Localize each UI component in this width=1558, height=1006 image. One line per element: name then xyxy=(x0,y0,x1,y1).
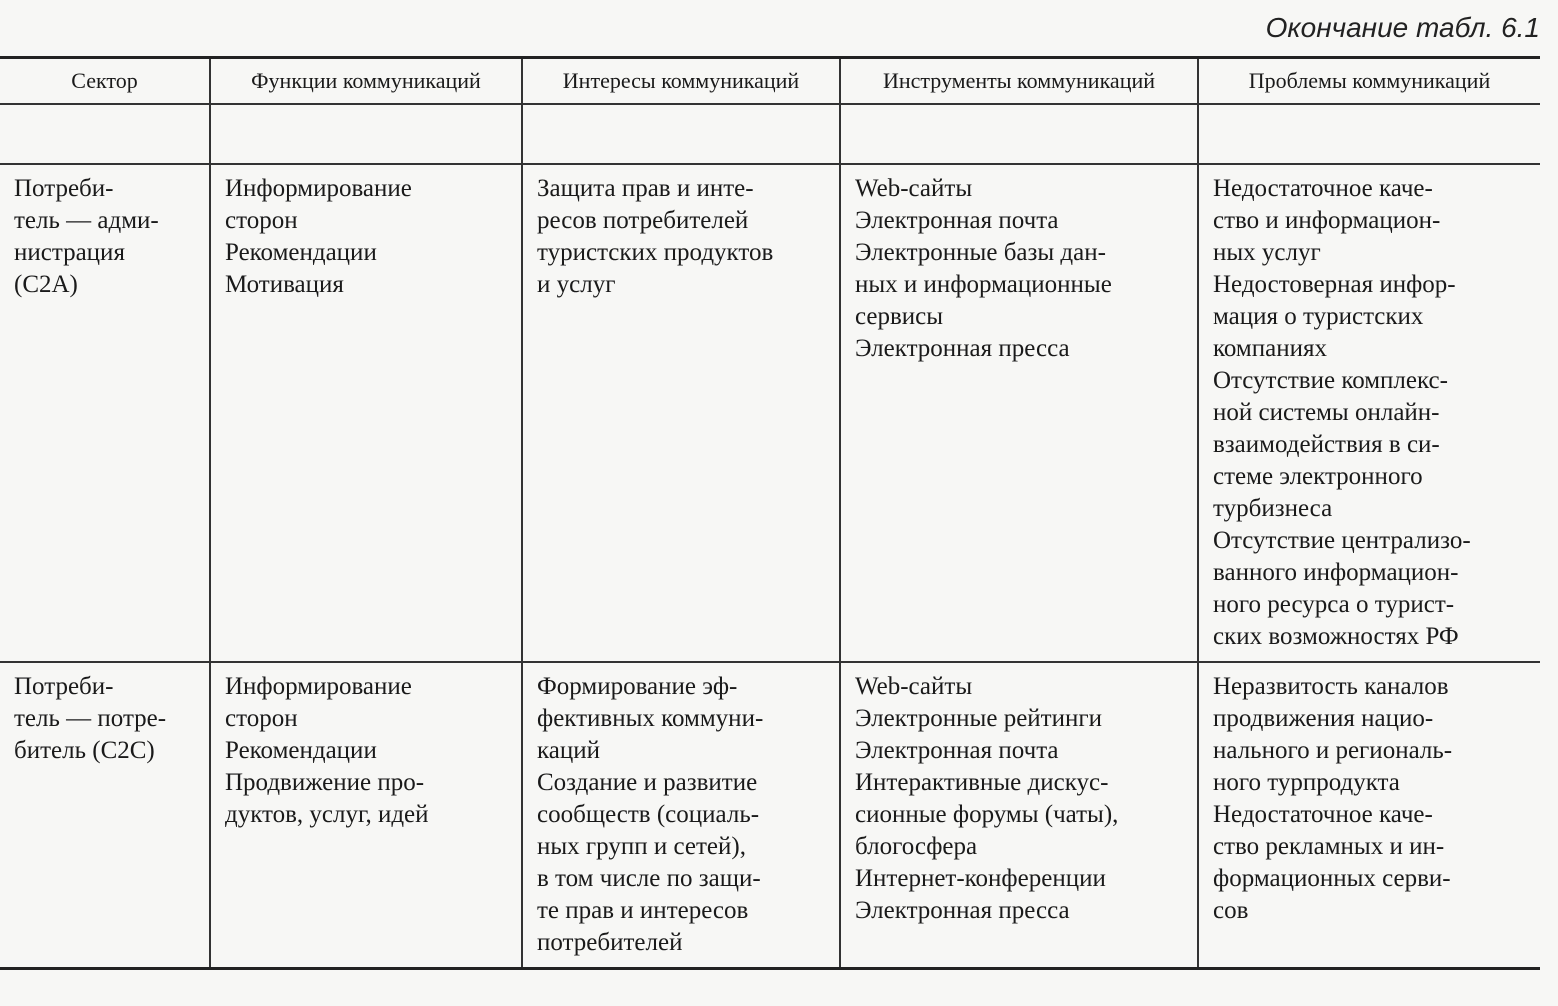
interests-cell xyxy=(522,164,840,662)
cell-line: стеме электронного xyxy=(1213,463,1423,490)
tools-cell xyxy=(840,164,1198,662)
cell-line: взаимодействия в си- xyxy=(1213,431,1440,458)
cell-line: ских возможностях РФ xyxy=(1213,623,1459,650)
functions-cell xyxy=(210,164,522,662)
table-header-row xyxy=(0,58,1540,105)
header-functions: Функции коммуникаций xyxy=(210,58,522,105)
spacer-cell xyxy=(1198,104,1540,164)
cell-line: турбизнеса xyxy=(1213,495,1333,522)
cell-line: компаниях xyxy=(1213,335,1327,362)
table-caption: Окончание табл. 6.1 xyxy=(1265,12,1540,43)
table-spacer-row xyxy=(0,104,1540,164)
tools-cell xyxy=(840,662,1198,969)
communications-table xyxy=(0,56,1540,970)
cell-line: Информирование xyxy=(225,673,412,700)
cell-line: Отсутствие комплекс- xyxy=(1213,367,1448,394)
cell-line: Формирование эф- xyxy=(537,673,738,700)
cell-line: ство и информацион- xyxy=(1213,207,1441,234)
cell-line: Интернет-конференции xyxy=(855,865,1106,892)
cell-line: Web-сайты xyxy=(855,175,973,202)
cell-line: (C2A) xyxy=(14,271,78,298)
cell-line: Недостаточное каче- xyxy=(1213,175,1433,202)
cell-line: нального и региональ- xyxy=(1213,737,1453,764)
cell-line: сионные форумы (чаты), xyxy=(855,801,1119,828)
cell-line: сторон xyxy=(225,207,298,234)
cell-line: потребителей xyxy=(537,929,683,956)
spacer-cell xyxy=(210,104,522,164)
cell-line: и услуг xyxy=(537,271,616,298)
cell-line: блогосфера xyxy=(855,833,978,860)
cell-line: нистрация xyxy=(14,239,125,266)
header-tools: Инструменты коммуникаций xyxy=(840,58,1198,105)
cell-line: ных групп и сетей), xyxy=(537,833,746,860)
cell-line: сервисы xyxy=(855,303,944,330)
spacer-cell xyxy=(522,104,840,164)
functions-cell xyxy=(210,662,522,969)
sector-cell xyxy=(0,662,210,969)
cell-line: Потреби- xyxy=(14,175,114,202)
cell-line: каций xyxy=(537,737,601,764)
problems-cell xyxy=(1198,164,1540,662)
cell-line: Электронная почта xyxy=(855,207,1059,234)
cell-line: туристских продуктов xyxy=(537,239,774,266)
table-row xyxy=(0,164,1540,662)
cell-line: фективных коммуни- xyxy=(537,705,764,732)
cell-line: ного ресурса о турист- xyxy=(1213,591,1455,618)
cell-line: сторон xyxy=(225,705,298,732)
cell-line: ных услуг xyxy=(1213,239,1321,266)
cell-line: тель — адми- xyxy=(14,207,159,234)
spacer-cell xyxy=(840,104,1198,164)
cell-line: сов xyxy=(1213,897,1249,924)
cell-line: ство рекламных и ин- xyxy=(1213,833,1445,860)
cell-line: ных и информационные xyxy=(855,271,1112,298)
header-problems: Проблемы коммуникаций xyxy=(1198,58,1540,105)
cell-line: Недостаточное каче- xyxy=(1213,801,1433,828)
cell-line: Web-сайты xyxy=(855,673,973,700)
cell-line: Защита прав и инте- xyxy=(537,175,754,202)
cell-line: битель (C2C) xyxy=(14,737,155,764)
problems-cell xyxy=(1198,662,1540,969)
cell-line: Неразвитость каналов xyxy=(1213,673,1449,700)
cell-line: ной системы онлайн- xyxy=(1213,399,1440,426)
cell-line: те прав и интересов xyxy=(537,897,749,924)
table-row xyxy=(0,662,1540,969)
cell-line: Рекомендации xyxy=(225,239,377,266)
cell-line: ванного информацион- xyxy=(1213,559,1459,586)
interests-cell xyxy=(522,662,840,969)
cell-line: Электронные базы дан- xyxy=(855,239,1106,266)
cell-line: тель — потре- xyxy=(14,705,167,732)
spacer-cell xyxy=(0,104,210,164)
cell-line: формационных серви- xyxy=(1213,865,1451,892)
cell-line: мация о туристских xyxy=(1213,303,1424,330)
cell-line: дуктов, услуг, идей xyxy=(225,801,429,828)
cell-line: Электронные рейтинги xyxy=(855,705,1102,732)
cell-line: в том числе по защи- xyxy=(537,865,761,892)
cell-line: продвижения нацио- xyxy=(1213,705,1434,732)
cell-line: Рекомендации xyxy=(225,737,377,764)
cell-line: ресов потребителей xyxy=(537,207,749,234)
cell-line: Электронная почта xyxy=(855,737,1059,764)
cell-line: Потреби- xyxy=(14,673,114,700)
cell-line: Создание и развитие xyxy=(537,769,758,796)
cell-line: сообществ (социаль- xyxy=(537,801,760,828)
cell-line: Электронная пресса xyxy=(855,335,1070,362)
cell-line: Мотивация xyxy=(225,271,344,298)
header-interests: Интересы коммуникаций xyxy=(522,58,840,105)
cell-line: Информирование xyxy=(225,175,412,202)
header-sector: Сектор xyxy=(0,58,210,105)
cell-line: Электронная пресса xyxy=(855,897,1070,924)
cell-line: Продвижение про- xyxy=(225,769,425,796)
cell-line: ного турпродукта xyxy=(1213,769,1400,796)
cell-line: Недостоверная инфор- xyxy=(1213,271,1456,298)
sector-cell xyxy=(0,164,210,662)
cell-line: Отсутствие централизо- xyxy=(1213,527,1471,554)
cell-line: Интерактивные дискус- xyxy=(855,769,1109,796)
